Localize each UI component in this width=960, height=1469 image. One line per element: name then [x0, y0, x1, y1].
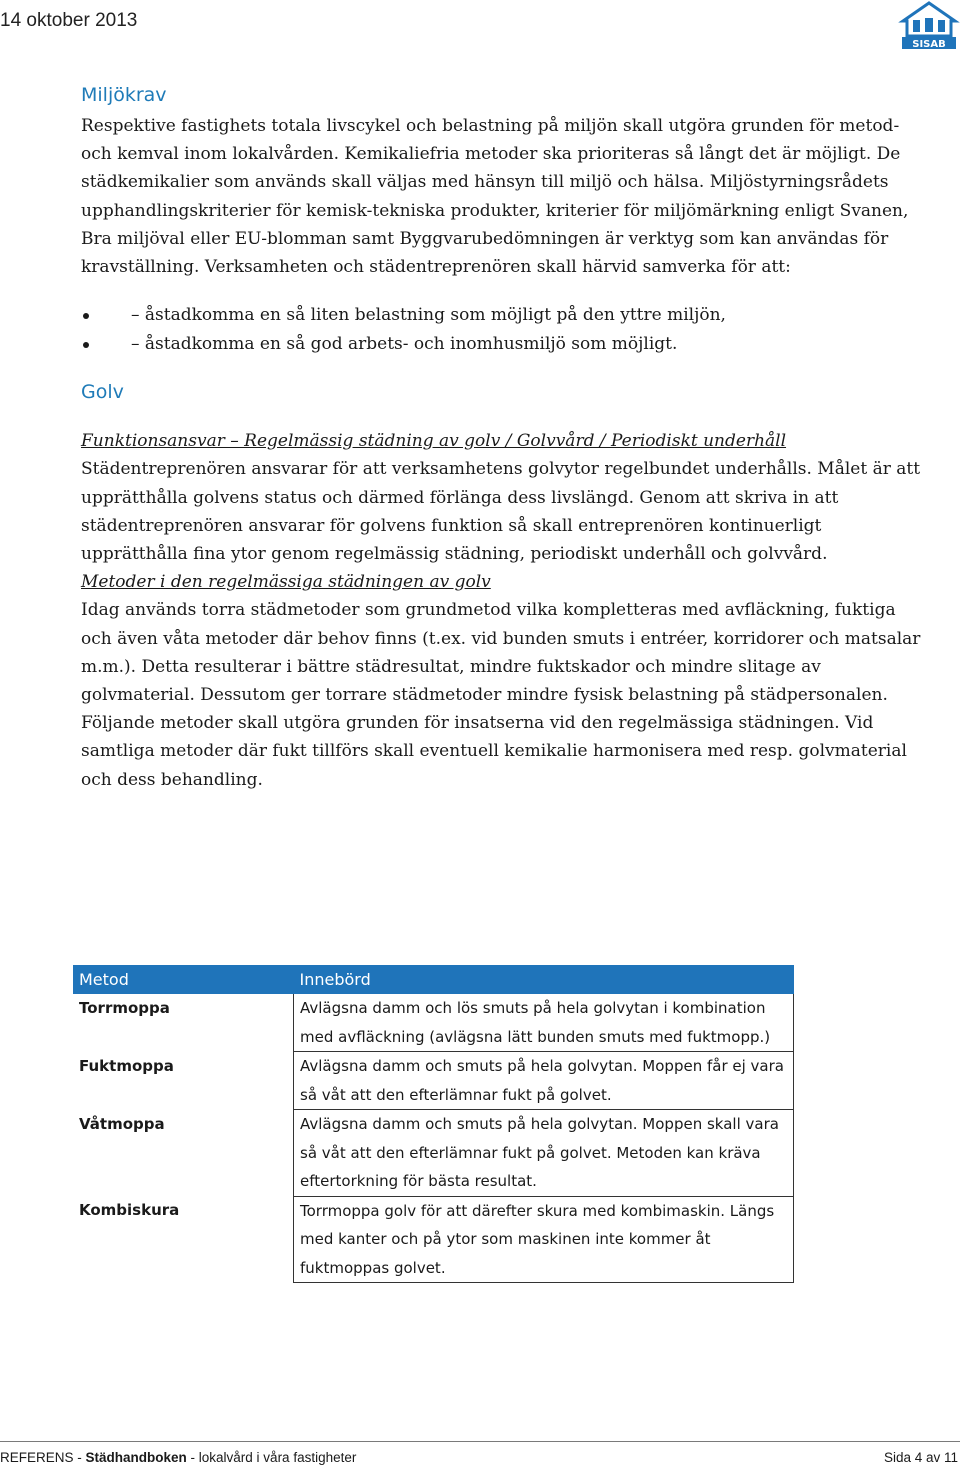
foljande-paragraph: Följande metoder skall utgöra grunden för insatserna vid den regelmässiga städningen. Vid samtliga metoder där fukt tillförs skall eventuell kemikalie harmonisera med resp. golvmaterial och dess behandling. — [81, 713, 907, 790]
table-row — [73, 1052, 794, 1110]
methods-table — [73, 965, 794, 1283]
list-item: – åstadkomma en så god arbets- och inomhusmiljö som möjligt. — [81, 330, 921, 359]
footer-document-title: REFERENS - Städhandboken - lokalvård i våra fastigheter — [0, 1450, 357, 1465]
table-row — [73, 994, 794, 1052]
page-footer — [0, 1448, 960, 1468]
header-date: 14 oktober 2013 — [0, 10, 138, 31]
miljokrav-list — [81, 301, 921, 359]
funktionsansvar-title: Funktionsansvar – Regelmässig städning av golv / Golvvård / Periodiskt underhåll — [81, 431, 787, 452]
table-row — [73, 1110, 794, 1197]
heading-miljokrav: Miljökrav — [81, 84, 167, 106]
metoder-paragraph: Idag används torra städmetoder som grundmetod vilka kompletteras med avfläckning, fuktiga och även våta metoder där behov finns (t.ex. vid bunden smuts i entréer, korridorer och matsalar m.m.). Detta resulterar i bättre städresultat, mindre fuktskador och mindre slitage av golvmaterial. Dessutom ger torrare städmetoder mindre fysisk belastning på städpersonalen. — [81, 600, 921, 706]
method-description: Avlägsna damm och smuts på hela golvytan. Moppen får ej vara så våt att den efterlämnar fukt på golvet. — [294, 1052, 794, 1110]
logo-text: SISAB — [912, 39, 946, 50]
footer-page-number: Sida 4 av 11 — [883, 1450, 958, 1465]
main-content — [81, 78, 921, 794]
method-description: Torrmoppa golv för att därefter skura med kombimaskin. Längs med kanter och på ytor som maskinen inte kommer åt fuktmoppas golvet. — [294, 1196, 794, 1283]
table-row — [73, 1196, 794, 1283]
list-item: – åstadkomma en så liten belastning som möjligt på den yttre miljön, — [81, 301, 921, 330]
method-name: Torrmoppa — [79, 999, 170, 1017]
method-name: Våtmoppa — [79, 1114, 165, 1133]
footer-divider — [0, 1441, 960, 1442]
heading-golv: Golv — [81, 381, 124, 404]
column-header-metod: Metod — [73, 965, 294, 994]
table-header — [73, 965, 794, 994]
sisab-logo — [898, 0, 960, 50]
method-name: Kombiskura — [79, 1201, 180, 1219]
metoder-title: Metoder i den regelmässiga städningen av golv — [81, 572, 491, 593]
bullet-icon — [83, 313, 89, 319]
method-description: Avlägsna damm och lös smuts på hela golvytan i kombination med avfläckning (avlägsna lätt bunden smuts med fuktmopp.) — [294, 994, 794, 1052]
column-header-innebord: Innebörd — [294, 965, 794, 994]
funktionsansvar-paragraph: Städentreprenören ansvarar för att verksamhetens golvytor regelbundet underhålls. Målet är att upprätthålla golvens status och därmed förlänga dess livslängd. Genom att skriva in att städentreprenören ansvarar för golvens funktion så skall entreprenören kontinuerligt upprätthålla fina ytor genom regelmässig städning, periodiskt underhåll och golvvård. — [81, 459, 921, 565]
bullet-icon — [83, 342, 89, 348]
miljokrav-paragraph: Respektive fastighets totala livscykel och belastning på miljön skall utgöra grunden för metod- och kemval inom lokalvården. Kemikaliefria metoder ska prioriteras så långt det är möjligt. De städkemikalier som används skall väljas med hänsyn till miljö och hälsa. Miljöstyrningsrådets upphandlingskriterier för kemisk-tekniska produkter, kriterier för miljömärkning enligt Svanen, Bra miljöval eller EU-blomman samt Byggvarubedömningen är verktyg som kan användas för kravställning. Verksamheten och städentreprenören skall härvid samverka för att: — [81, 116, 909, 278]
method-name: Fuktmoppa — [79, 1056, 174, 1075]
method-description: Avlägsna damm och smuts på hela golvytan. Moppen skall vara så våt att den efterlämnar fukt på golvet. Metoden kan kräva eftertorkning för bästa resultat. — [294, 1110, 794, 1197]
